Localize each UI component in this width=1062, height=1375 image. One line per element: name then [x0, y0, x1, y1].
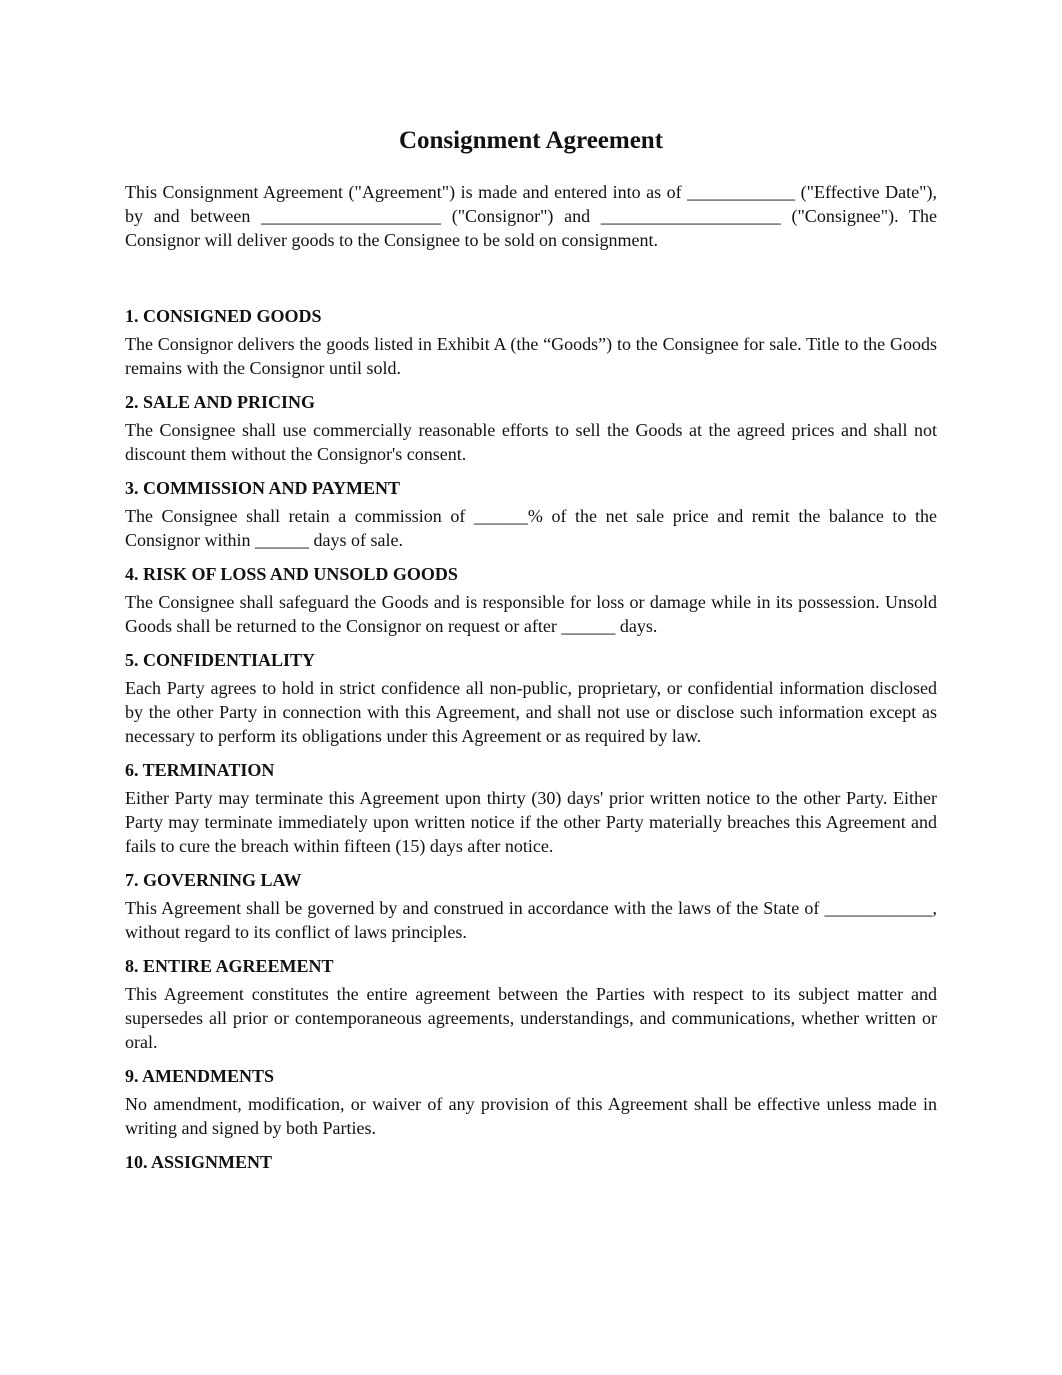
section-amendments	[125, 1064, 937, 1140]
section-body: The Consignee shall retain a commission of ______% of the net sale price and remit the balance to the Consignor within ______ days of sale.	[125, 506, 937, 550]
section-body: Either Party may terminate this Agreement upon thirty (30) days' prior written notice to the other Party. Either Party may terminate immediately upon written notice if the other Party materially breaches this Agreement and fails to cure the breach within fifteen (15) days after notice.	[125, 788, 937, 856]
intro-text-3: ("Consignor") and	[441, 206, 601, 226]
section-entire-agreement	[125, 954, 937, 1054]
section-heading: 2. SALE AND PRICING	[125, 392, 316, 412]
section-body: No amendment, modification, or waiver of any provision of this Agreement shall be effective unless made in writing and signed by both Parties.	[125, 1094, 937, 1138]
section-heading: 10. ASSIGNMENT	[125, 1152, 273, 1172]
section-sale-and-pricing	[125, 390, 937, 466]
section-heading: 9. AMENDMENTS	[125, 1066, 275, 1086]
section-body: This Agreement constitutes the entire agreement between the Parties with respect to its subject matter and supersedes all prior or contemporaneous agreements, understandings, and communications, whether written or oral.	[125, 984, 937, 1052]
document-content	[125, 122, 937, 1184]
section-body: The Consignor delivers the goods listed in Exhibit A (the “Goods”) to the Consignee for sale. Title to the Goods remains with the Consignor until sold.	[125, 334, 937, 378]
section-confidentiality	[125, 648, 937, 748]
consignor-name-blank: ____________________	[261, 206, 442, 226]
section-heading: 6. TERMINATION	[125, 760, 275, 780]
section-body: The Consignee shall use commercially reasonable efforts to sell the Goods at the agreed prices and shall not discount them without the Consignor's consent.	[125, 420, 937, 464]
intro-text-1: This Consignment Agreement ("Agreement") is made and entered into as of	[125, 182, 688, 202]
section-consigned-goods	[125, 304, 937, 380]
section-heading: 1. CONSIGNED GOODS	[125, 306, 322, 326]
document-title: Consignment Agreement	[398, 127, 664, 154]
section-heading: 8. ENTIRE AGREEMENT	[125, 956, 334, 976]
section-governing-law	[125, 868, 937, 944]
section-heading: 5. CONFIDENTIALITY	[125, 650, 316, 670]
section-assignment	[125, 1150, 937, 1174]
section-termination	[125, 758, 937, 858]
section-risk-of-loss	[125, 562, 937, 638]
intro-text-2: ("Effective Date"), by and between	[125, 182, 937, 226]
section-body: This Agreement shall be governed by and construed in accordance with the laws of the State of ____________, without regard to its conflict of laws principles.	[125, 898, 937, 942]
section-body: Each Party agrees to hold in strict confidence all non-public, proprietary, or confidential information disclosed by the other Party in connection with this Agreement, and shall not use or disclose such information except as necessary to perform its obligations under this Agreement or as required by law.	[125, 678, 937, 746]
section-heading: 7. GOVERNING LAW	[125, 870, 302, 890]
section-commission-and-payment	[125, 476, 937, 552]
effective-date-blank: ____________	[687, 182, 796, 202]
intro-paragraph	[125, 180, 937, 252]
section-heading: 3. COMMISSION AND PAYMENT	[125, 478, 401, 498]
section-body: The Consignee shall safeguard the Goods and is responsible for loss or damage while in its possession. Unsold Goods shall be returned to the Consignor on request or after ______ days.	[125, 592, 937, 636]
intro-text-4: ("Consignee"). The Consignor will deliver goods to the Consignee to be sold on consignment.	[125, 206, 937, 250]
consignee-name-blank: ____________________	[600, 206, 781, 226]
section-heading: 4. RISK OF LOSS AND UNSOLD GOODS	[125, 564, 458, 584]
